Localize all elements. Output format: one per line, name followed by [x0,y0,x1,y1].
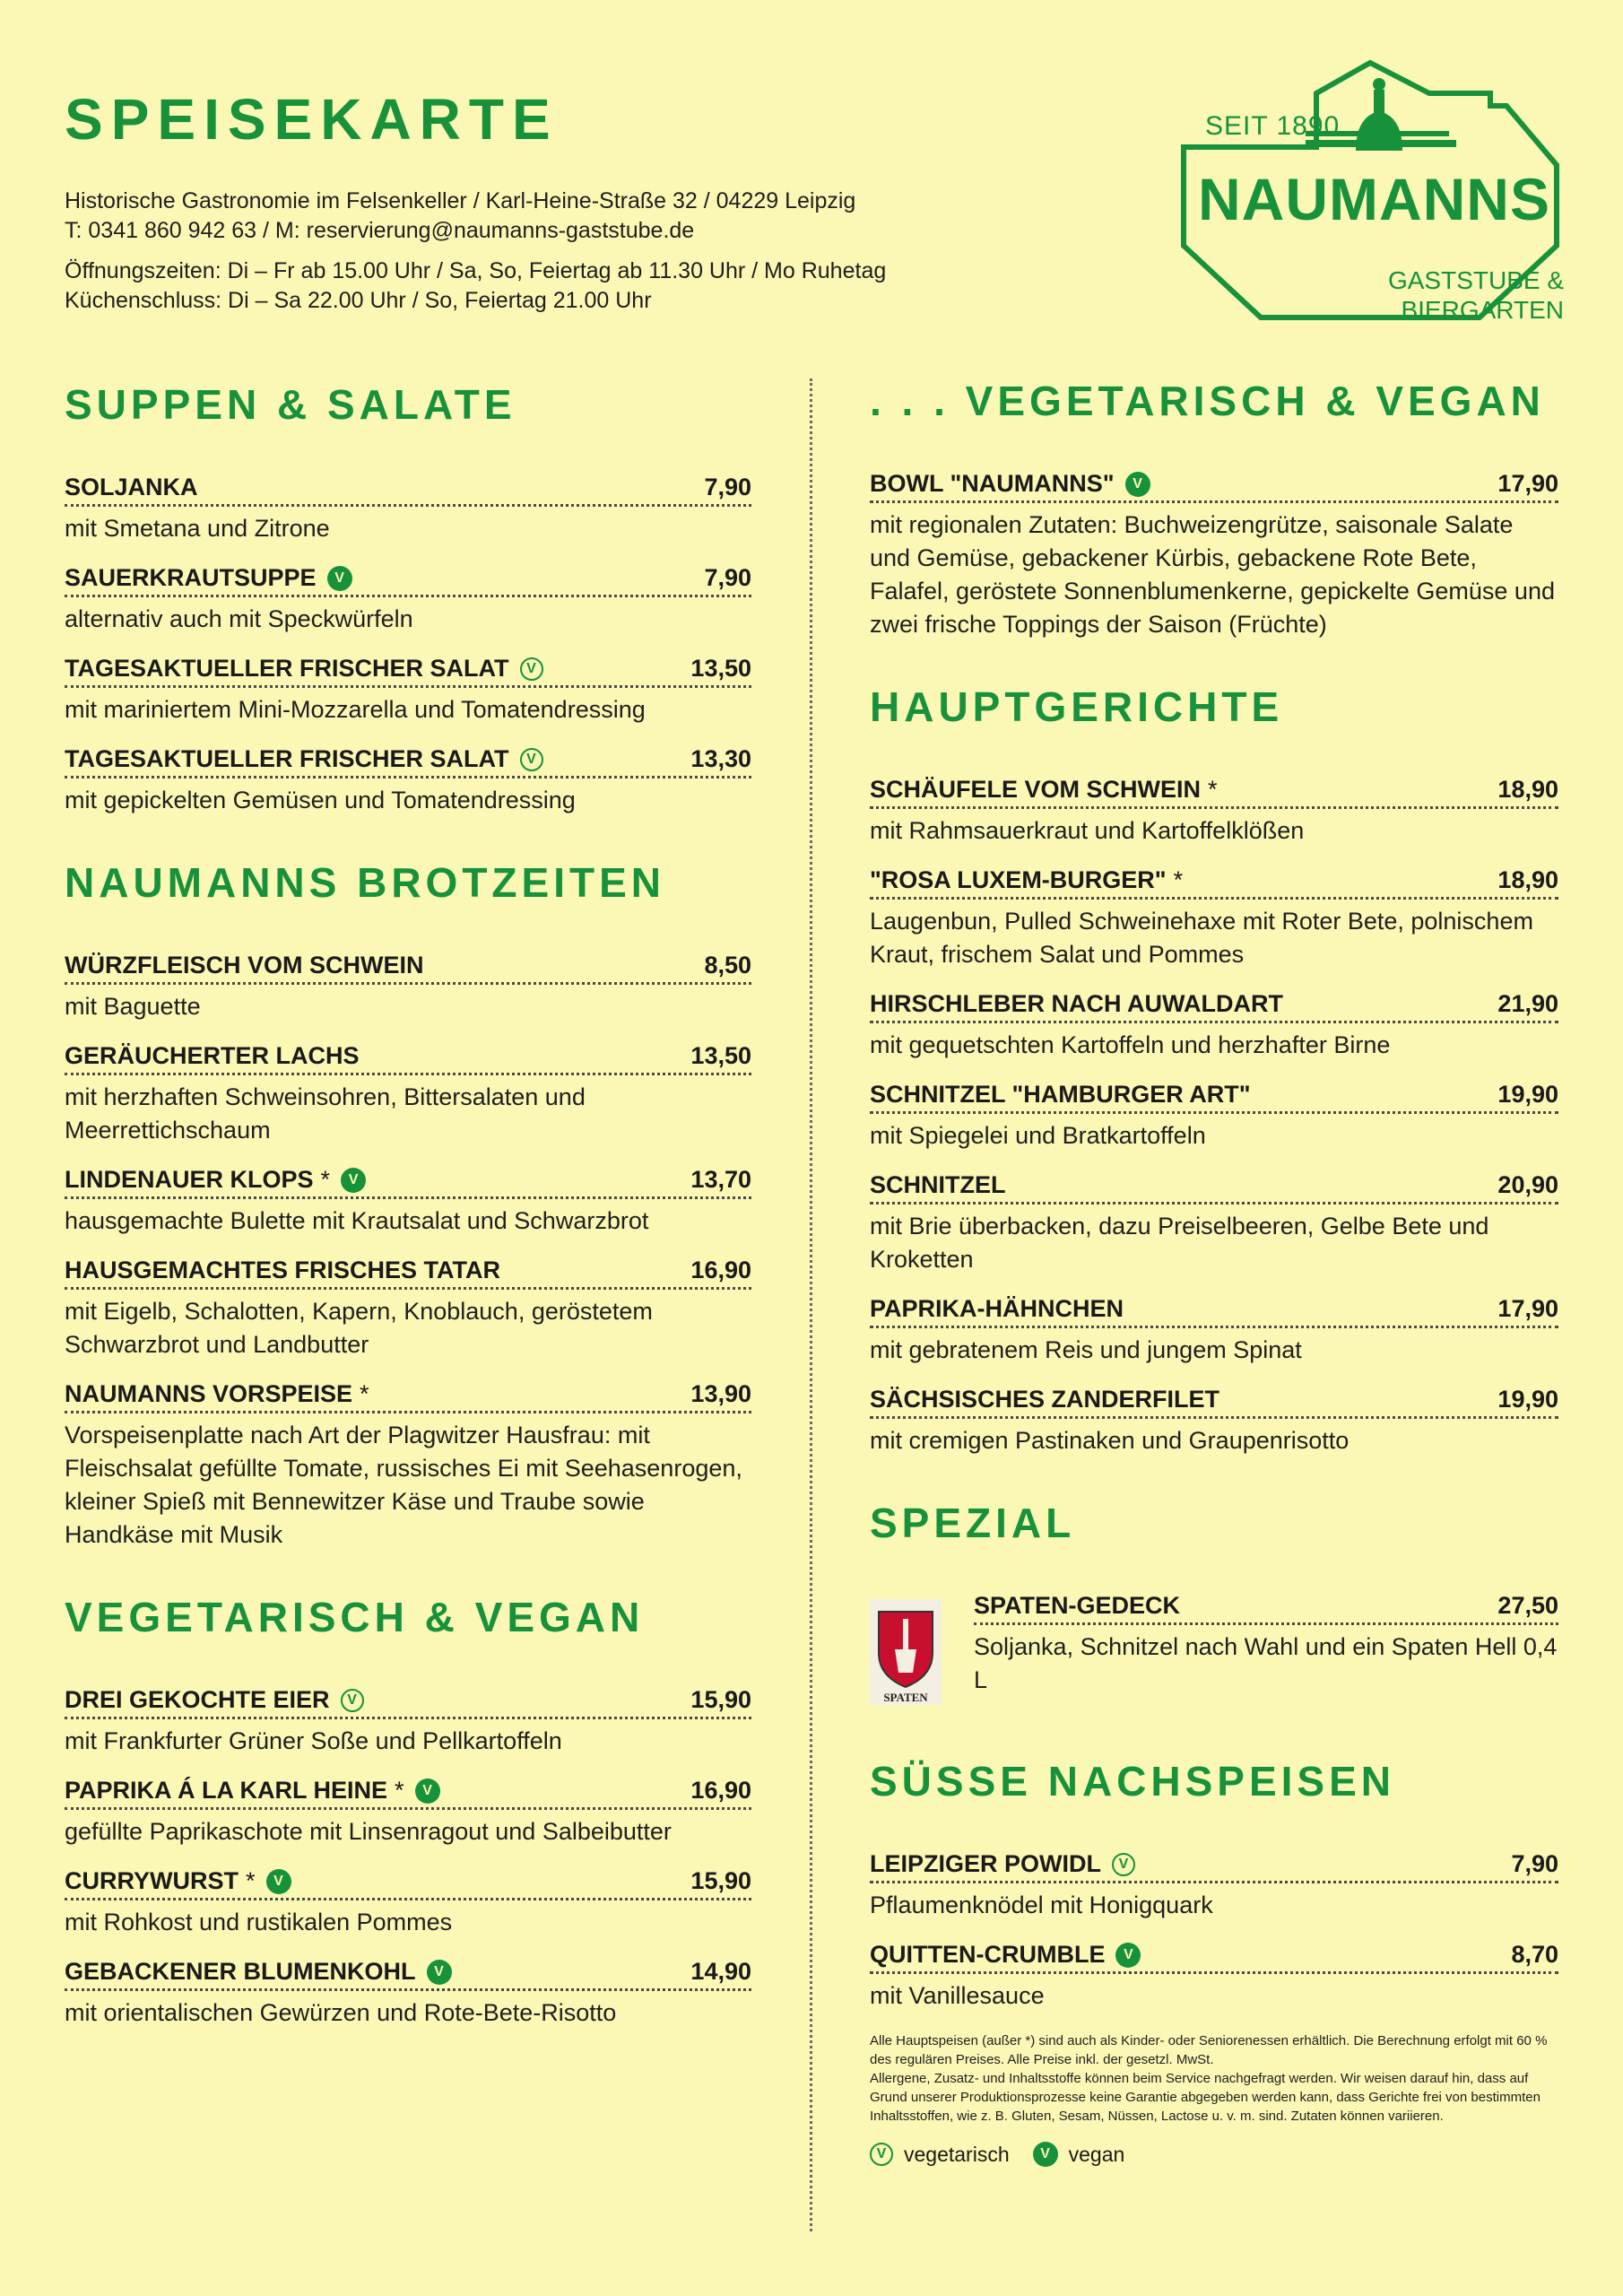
item-name: TAGESAKTUELLER FRISCHER SALAT V [65,745,543,773]
item-description: mit gepickelten Gemüsen und Tomatendressing [65,787,576,813]
item-description: Pflaumenknödel mit Honigquark [870,1892,1213,1918]
logo-name: NAUMANNS [1198,166,1550,232]
footnote-line-2: Allergene, Zusatz- und Inhaltsstoffe können beim Service nachgefragt werden. Wir weisen darauf hin, dass auf Grund unserer Produktionsprozesse keine Garantie abgegeben werden kann, dass Gerichte frei von bestimmten Inhaltsstoffen, wie z. B. Gluten, Sesam, Nüssen, Lactose u. v. m. sind. Zutaten können variieren. [870,2071,1541,2124]
item-head [65,564,751,597]
page-title: SPEISEKARTE [65,87,559,152]
item-name: GERÄUCHERTER LACHS [65,1042,360,1069]
menu-item [65,1867,751,1939]
item-description: Soljanka, Schnitzel nach Wahl und ein Spaten Hell 0,4 L [974,1633,1558,1693]
item-price: 8,50 [704,952,751,978]
item-head [870,866,1558,900]
contact-line: T: 0341 860 942 63 / M: reservierung@naumanns-gaststube.de [65,218,695,243]
item-head [870,470,1558,503]
no-reduced-portion-star: * [360,1380,369,1407]
section-title: SÜSSE NACHSPEISEN [870,1758,1396,1805]
item-description: mit cremigen Pastinaken und Graupenrisotto [870,1427,1350,1454]
vegetarian-icon: V [870,2143,893,2166]
legend [870,2142,1558,2167]
item-description: mit Baguette [65,993,201,1020]
item-description: mit Rahmsauerkraut und Kartoffelklößen [870,817,1305,844]
item-name: "ROSA LUXEM-BURGER" * [870,866,1184,893]
menu-item [65,745,751,817]
menu-item [65,1380,751,1552]
menu-item [65,1686,751,1758]
item-price: 19,90 [1497,1081,1558,1108]
logo-subtitle [1327,265,1564,325]
item-price: 21,90 [1497,990,1558,1017]
column-divider [810,378,812,2231]
menu-item [65,1777,751,1848]
item-price: 13,50 [690,655,751,682]
item-head [870,1941,1558,1974]
item-name: HAUSGEMACHTES FRISCHES TATAR [65,1257,500,1283]
section-vegetarisch-vegan [65,1587,751,2030]
item-description: alternativ auch mit Speckwürfeln [65,605,413,632]
vegan-icon: V [415,1779,440,1804]
section-nachspeisen [870,1752,1558,2167]
no-reduced-portion-star: * [395,1777,404,1804]
vegetarian-icon: V [341,1689,364,1712]
item-name: SCHNITZEL [870,1171,1006,1198]
item-name: GEBACKENER BLUMENKOHL V [65,1958,452,1986]
item-price: 16,90 [690,1257,751,1283]
menu-item [65,564,751,636]
item-price: 15,90 [690,1686,751,1713]
item-name: CURRYWURST * V [65,1867,291,1895]
item-head [65,745,751,778]
vegan-icon: V [1125,472,1150,497]
item-price: 14,90 [690,1958,751,1985]
item-description: Vorspeisenplatte nach Art der Plagwitzer Hausfrau: mit Fleischsalat gefüllte Tomate, russisches Ei mit Seehasenrogen, kleiner Spieß mit Bennewitzer Käse und Traube sowie Handkäse mit Musik [65,1422,742,1548]
section-title: VEGETARISCH & VEGAN [65,1594,645,1640]
item-head [65,1777,751,1810]
footnote-line-1: Alle Hauptspeisen (außer *) sind auch als Kinder- oder Seniorenessen erhältlich. Die Berechnung erfolgt mit 60 % des regulären Preises. Alle Preise inkl. der gesetzl. MwSt. [870,2033,1548,2067]
item-price: 7,90 [1511,1850,1558,1877]
item-head [870,990,1558,1023]
item-description: mit orientalischen Gewürzen und Rote-Bete-Risotto [65,1999,617,2026]
item-price: 17,90 [1497,1295,1558,1322]
item-name: SÄCHSISCHES ZANDERFILET [870,1386,1220,1413]
item-description: mit Frankfurter Grüner Soße und Pellkartoffeln [65,1727,562,1754]
menu-item [65,952,751,1023]
item-description: mit gebratenem Reis und jungem Spinat [870,1336,1302,1363]
item-description: mit Eigelb, Schalotten, Kapern, Knoblauch, geröstetem Schwarzbrot und Landbutter [65,1298,653,1358]
item-name: LEIPZIGER POWIDL V [870,1850,1135,1878]
item-description: mit Vanillesauce [870,1982,1045,2009]
left-column [65,375,751,2066]
legend-vegan: vegan [1068,2142,1125,2166]
item-head [870,1171,1558,1205]
right-column [870,371,1558,2203]
item-head [870,1081,1558,1114]
menu-item [870,990,1558,1062]
logo-subtitle-line-1: GASTSTUBE & [1387,266,1564,294]
menu-item [870,1386,1558,1457]
footnote [870,2031,1558,2126]
no-reduced-portion-star: * [1208,776,1218,803]
item-price: 13,50 [690,1042,751,1069]
item-head [65,1166,751,1199]
item-price: 16,90 [690,1777,751,1804]
logo-subtitle-line-2: BIERGARTEN [1401,296,1564,324]
item-description: mit Spiegelei und Bratkartoffeln [870,1122,1206,1149]
vegan-icon: V [1033,2142,1058,2167]
item-description: mit Rohkost und rustikalen Pommes [65,1909,453,1935]
menu-item [870,1295,1558,1367]
vegan-icon: V [266,1869,291,1894]
item-name: WÜRZFLEISCH VOM SCHWEIN [65,952,424,978]
item-description: hausgemachte Bulette mit Krautsalat und Schwarzbrot [65,1207,649,1234]
item-price: 18,90 [1497,866,1558,893]
address-block [65,187,855,246]
section-hauptgerichte [870,677,1558,1457]
item-head [974,1592,1558,1625]
item-price: 15,90 [690,1867,751,1894]
spezial-row [870,1592,1558,1716]
section-title: SUPPEN & SALATE [65,381,516,428]
spaten-logo-icon [870,1599,942,1705]
address-line: Historische Gastronomie im Felsenkeller / Karl-Heine-Straße 32 / 04229 Leipzig [65,188,856,213]
item-name: SAUERKRAUTSUPPE V [65,564,352,592]
section-title: NAUMANNS BROTZEITEN [65,859,665,906]
item-head [65,1257,751,1290]
legend-vegetarian: vegetarisch [904,2142,1010,2166]
item-price: 17,90 [1497,470,1558,497]
no-reduced-portion-star: * [320,1166,331,1193]
menu-item [870,1850,1558,1922]
item-head [65,1380,751,1413]
hours-block [65,257,886,316]
vegan-icon: V [327,566,352,591]
item-head [870,776,1558,809]
opening-hours-line: Öffnungszeiten: Di – Fr ab 15.00 Uhr / Sa, So, Feiertag ab 11.30 Uhr / Mo Ruhetag [65,258,887,283]
item-description: mit gequetschten Kartoffeln und herzhafter Birne [870,1031,1391,1058]
item-name: LINDENAUER KLOPS * V [65,1166,366,1194]
item-head [65,1958,751,1991]
menu-item [870,866,1558,971]
menu-item [870,1941,1558,2013]
item-name: PAPRIKA-HÄHNCHEN [870,1295,1124,1322]
menu-item [65,1042,751,1147]
menu-item [870,776,1558,848]
section-title: . . . VEGETARISCH & VEGAN [870,378,1545,424]
section-vegetarisch-vegan-continued [870,371,1558,641]
vegan-icon: V [427,1960,452,1985]
item-name: NAUMANNS VORSPEISE * [65,1380,369,1407]
item-name: PAPRIKA Á LA KARL HEINE * V [65,1777,440,1805]
menu-item [65,1958,751,2030]
vegan-icon: V [341,1168,366,1193]
item-head [65,1686,751,1719]
vegetarian-icon: V [1112,1853,1135,1876]
vegetarian-icon: V [520,748,543,771]
item-description: mit regionalen Zutaten: Buchweizengrütze, saisonale Salate und Gemüse, gebackener Kürbis, gebackene Rote Bete, Falafel, geröstete Sonnenblumenkerne, gepickelte Gemüse und zwei frische Toppings der Saison (Früchte) [870,511,1555,638]
item-price: 13,30 [690,745,751,772]
item-description: mit herzhaften Schweinsohren, Bittersalaten und Meerrettichschaum [65,1083,586,1144]
item-price: 19,90 [1497,1386,1558,1413]
item-description: mit Brie überbacken, dazu Preiselbeeren, Gelbe Bete und Kroketten [870,1213,1489,1273]
item-price: 27,50 [1497,1592,1558,1619]
item-name: BOWL "NAUMANNS" V [870,470,1150,498]
item-name: DREI GEKOCHTE EIER V [65,1686,364,1714]
spaten-logo-text: SPATEN [883,1691,928,1704]
section-brotzeiten [65,853,751,1552]
item-price: 18,90 [1497,776,1558,803]
item-price: 13,70 [690,1166,751,1193]
vegetarian-icon: V [520,657,543,681]
item-price: 8,70 [1511,1941,1558,1968]
item-name: QUITTEN-CRUMBLE V [870,1941,1141,1969]
item-description: Laugenbun, Pulled Schweinehaxe mit Roter Bete, polnischem Kraut, frischem Salat und Pommes [870,908,1533,968]
item-price: 7,90 [704,474,751,500]
menu-item [65,474,751,545]
item-head [870,1386,1558,1419]
menu-item [65,655,751,726]
item-head [65,952,751,985]
item-name: SPATEN-GEDECK [974,1592,1181,1619]
kitchen-close-line: Küchenschluss: Di – Sa 22.00 Uhr / So, Feiertag 21.00 Uhr [65,288,652,313]
item-price: 7,90 [704,564,751,591]
no-reduced-portion-star: * [245,1867,256,1894]
item-head [65,655,751,688]
item-head [65,1042,751,1075]
item-description: gefüllte Paprikaschote mit Linsenragout und Salbeibutter [65,1818,672,1845]
item-name: TAGESAKTUELLER FRISCHER SALAT V [65,655,543,683]
menu-item [974,1592,1558,1697]
section-title: HAUPTGERICHTE [870,683,1284,730]
item-name: SCHÄUFELE VOM SCHWEIN * [870,776,1218,803]
item-head [65,474,751,507]
item-price: 13,90 [690,1380,751,1407]
item-head [65,1867,751,1900]
menu-item [65,1166,751,1238]
item-description: mit mariniertem Mini-Mozzarella und Tomatendressing [65,696,646,723]
item-name: SOLJANKA [65,474,198,500]
item-head [870,1295,1558,1328]
item-head [870,1850,1558,1883]
vegan-icon: V [1115,1943,1141,1968]
item-name: SCHNITZEL "HAMBURGER ART" [870,1081,1251,1108]
menu-item [870,470,1558,641]
menu-item [65,1257,751,1361]
item-price: 20,90 [1497,1171,1558,1198]
section-title: SPEZIAL [870,1500,1076,1546]
menu-item [870,1171,1558,1276]
menu-item [870,1081,1558,1152]
logo-since: SEIT 1890 [1205,111,1341,141]
section-spezial [870,1493,1558,1716]
no-reduced-portion-star: * [1173,866,1184,893]
item-description: mit Smetana und Zitrone [65,515,330,542]
section-suppen-salate [65,375,751,817]
item-name: HIRSCHLEBER NACH AUWALDART [870,990,1283,1017]
